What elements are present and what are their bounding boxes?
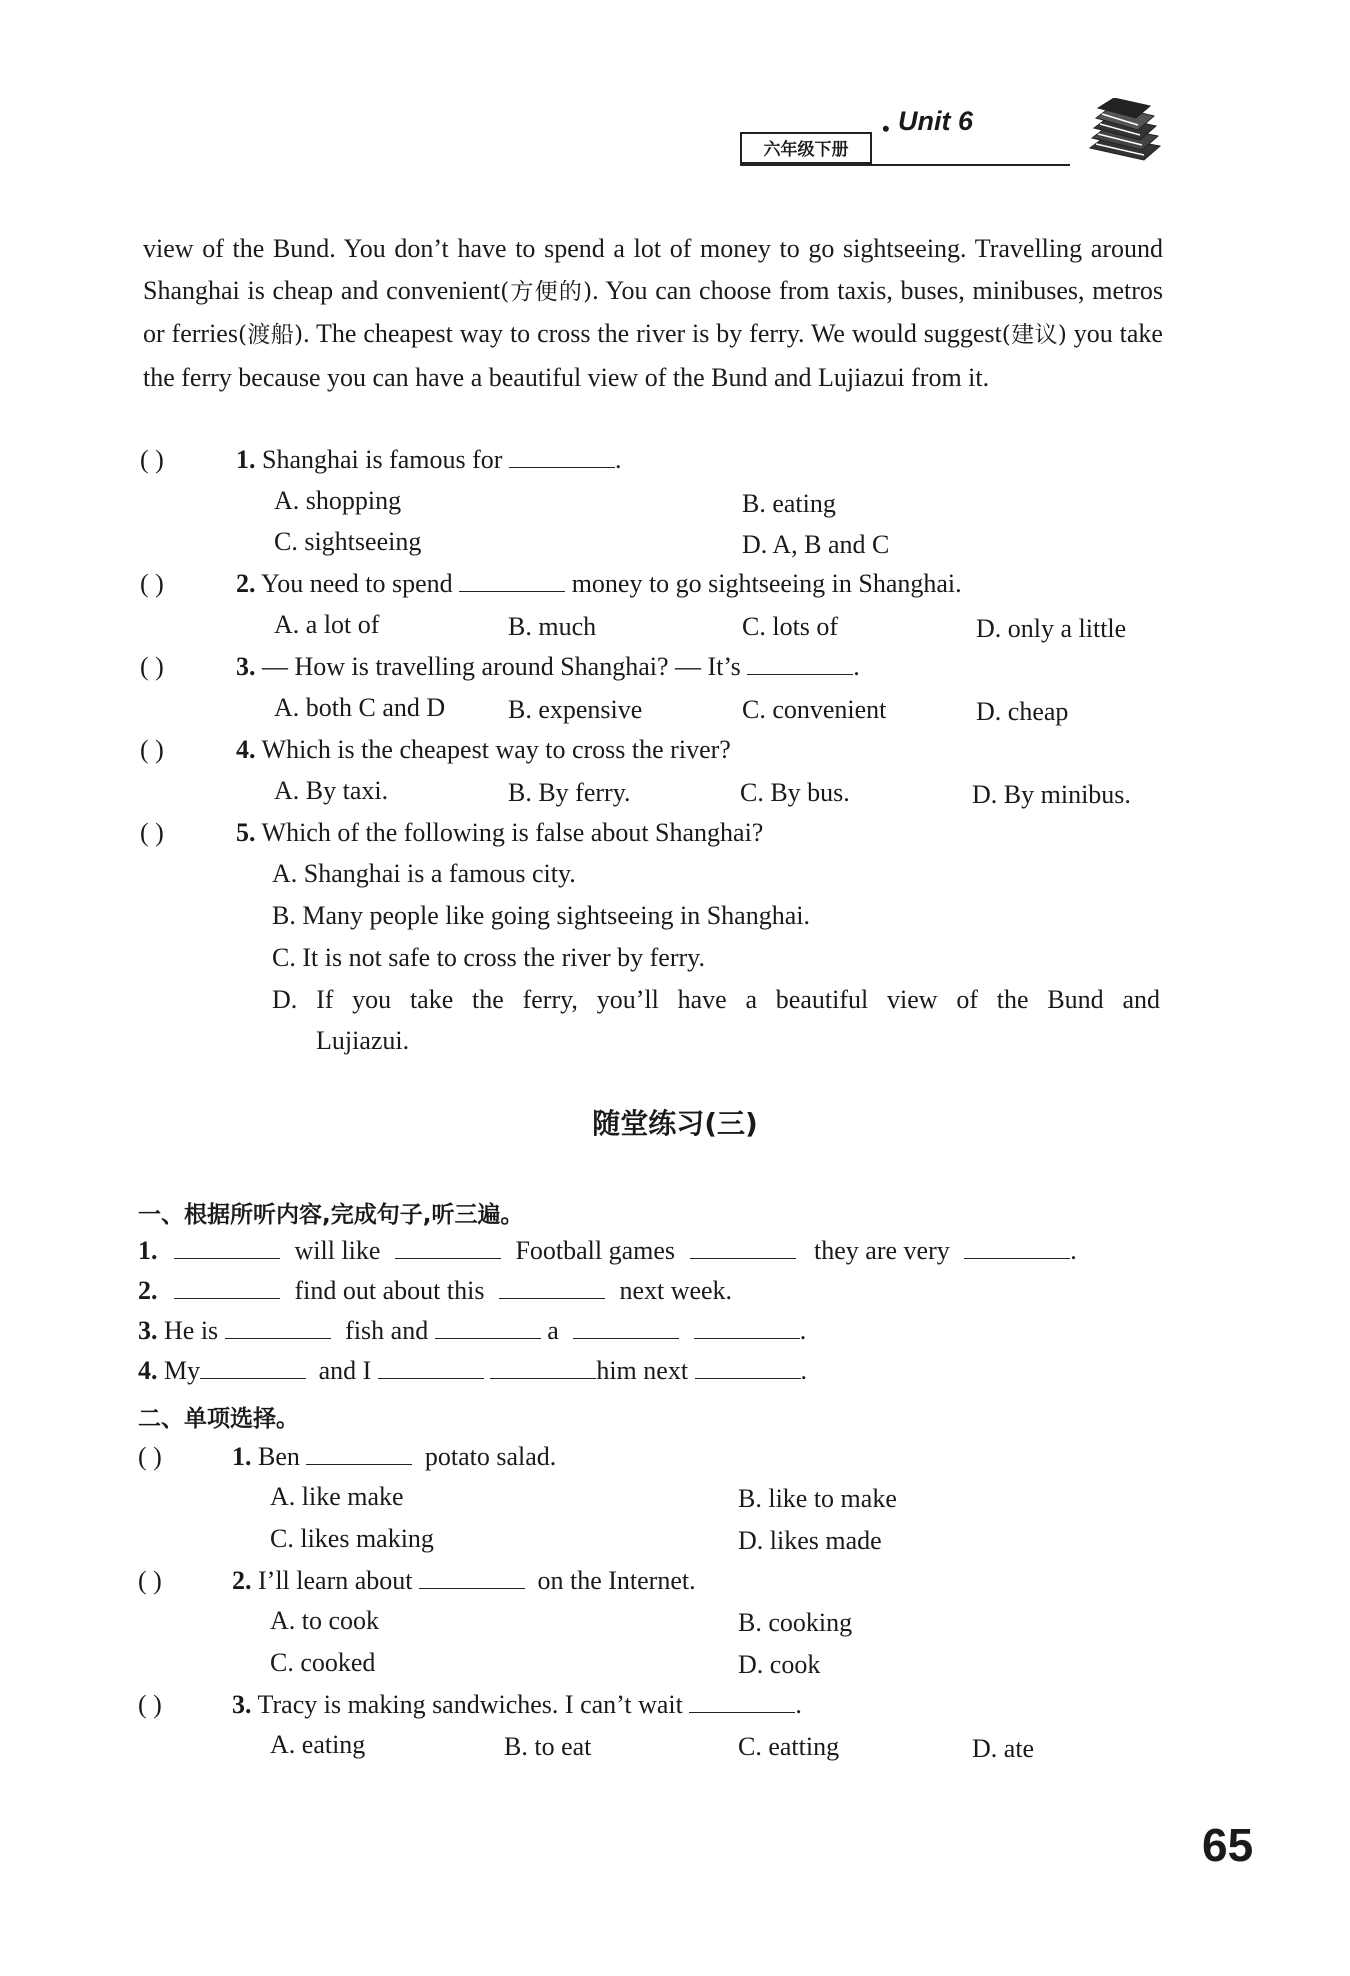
answer-blank[interactable] — [378, 1356, 484, 1379]
answer-paren[interactable]: ( ) — [138, 1690, 162, 1719]
answer-paren[interactable]: ( ) — [138, 1442, 162, 1471]
section-title: 随堂练习(三) — [592, 1107, 758, 1140]
option-b[interactable]: B. eating — [742, 489, 836, 518]
unit-label: Unit 6 — [898, 106, 974, 136]
option-c[interactable]: C. likes making — [270, 1524, 434, 1553]
option-c[interactable]: C. cooked — [270, 1648, 376, 1677]
sentence-4: 4. My and I him next . — [138, 1356, 808, 1385]
question-2: 2. You need to spend money to go sightseeing in Shanghai. — [236, 569, 962, 598]
answer-paren[interactable]: ( ) — [140, 569, 164, 598]
passage-gloss-1: (方便的) — [500, 278, 593, 305]
option-c[interactable]: C. lots of — [742, 612, 839, 641]
answer-blank[interactable] — [964, 1236, 1070, 1259]
option-d-continued: Lujiazui. — [316, 1026, 410, 1055]
answer-blank[interactable] — [573, 1316, 679, 1339]
option-a[interactable]: A. By taxi. — [274, 776, 389, 805]
answer-blank[interactable] — [419, 1566, 525, 1589]
question-3: 3. — How is travelling around Shanghai? — It’s . — [236, 652, 860, 681]
choice-question-3: 3. Tracy is making sandwiches. I can’t wait . — [232, 1690, 802, 1719]
answer-blank[interactable] — [174, 1236, 280, 1259]
answer-blank[interactable] — [509, 445, 615, 468]
passage-gloss-3: (建议) — [1001, 322, 1067, 348]
option-a[interactable]: A. Shanghai is a famous city. — [272, 859, 576, 888]
sentence-1: 1. will like Football games they are very . — [138, 1236, 1077, 1265]
answer-paren[interactable]: ( ) — [140, 445, 164, 474]
option-b[interactable]: B. much — [508, 612, 597, 641]
answer-paren[interactable]: ( ) — [140, 652, 164, 681]
option-c[interactable]: C. It is not safe to cross the river by ferry. — [272, 943, 705, 972]
header-rule — [740, 164, 1070, 166]
option-a[interactable]: A. eating — [270, 1730, 366, 1759]
passage-gloss-2: (渡船) — [237, 322, 304, 348]
passage-text-1: view of the Bund. You don’t have to spend a lot of money to go sightseeing. Travelling around Shanghai is cheap and convenient — [143, 234, 1163, 305]
question-4: 4. Which is the cheapest way to cross the river? — [236, 735, 731, 764]
option-d[interactable]: D. ate — [972, 1734, 1035, 1763]
option-a[interactable]: A. to cook — [270, 1606, 380, 1635]
option-d[interactable]: D. cook — [738, 1650, 821, 1679]
answer-blank[interactable] — [689, 1690, 795, 1713]
sentence-3: 3. He is fish and a . — [138, 1316, 807, 1345]
answer-blank[interactable] — [435, 1316, 541, 1339]
part2-heading: 二、单项选择。 — [138, 1406, 299, 1432]
option-b[interactable]: B. Many people like going sightseeing in Shanghai. — [272, 901, 810, 930]
answer-paren[interactable]: ( ) — [138, 1566, 162, 1595]
question-1: 1. Shanghai is famous for . — [236, 445, 622, 474]
answer-blank[interactable] — [306, 1442, 412, 1465]
option-c[interactable]: C. eatting — [738, 1732, 840, 1761]
answer-blank[interactable] — [225, 1316, 331, 1339]
option-b[interactable]: B. to eat — [504, 1732, 592, 1761]
part1-heading: 一、根据所听内容,完成句子,听三遍。 — [138, 1202, 524, 1228]
answer-blank[interactable] — [695, 1356, 801, 1379]
option-d[interactable]: D. If you take the ferry, you’ll have a beautiful view of the Bund and — [272, 985, 1160, 1014]
answer-blank[interactable] — [690, 1236, 796, 1259]
books-icon — [1084, 98, 1164, 164]
option-a[interactable]: A. both C and D — [274, 693, 446, 722]
answer-blank[interactable] — [459, 569, 565, 592]
option-d[interactable]: D. only a little — [976, 614, 1127, 643]
option-a[interactable]: A. shopping — [274, 486, 402, 515]
grade-label: 六年级下册 — [740, 132, 872, 164]
reading-passage — [143, 228, 1163, 398]
answer-blank[interactable] — [200, 1356, 306, 1379]
answer-blank[interactable] — [174, 1276, 280, 1299]
option-b[interactable]: B. cooking — [738, 1608, 853, 1637]
option-d[interactable]: D. cheap — [976, 697, 1069, 726]
option-d[interactable]: D. By minibus. — [972, 780, 1131, 809]
page-header — [740, 106, 1170, 166]
answer-blank[interactable] — [694, 1316, 800, 1339]
answer-blank[interactable] — [490, 1356, 596, 1379]
header-dot: • — [882, 116, 890, 141]
question-5: 5. Which of the following is false about Shanghai? — [236, 818, 764, 847]
answer-paren[interactable]: ( ) — [140, 735, 164, 764]
answer-paren[interactable]: ( ) — [140, 818, 164, 847]
sentence-2: 2. find out about this next week. — [138, 1276, 733, 1305]
option-b[interactable]: B. By ferry. — [508, 778, 631, 807]
option-c[interactable]: C. sightseeing — [274, 527, 422, 556]
option-a[interactable]: A. like make — [270, 1482, 404, 1511]
choice-question-2: 2. I’ll learn about on the Internet. — [232, 1566, 696, 1595]
answer-blank[interactable] — [747, 652, 853, 675]
option-c[interactable]: C. By bus. — [740, 778, 850, 807]
passage-text-2: . You can choose from taxis, buses, minibuses, metros or ferries — [143, 275, 1163, 348]
option-d[interactable]: D. likes made — [738, 1526, 882, 1555]
option-a[interactable]: A. a lot of — [274, 610, 380, 639]
option-d[interactable]: D. A, B and C — [742, 530, 890, 559]
option-b[interactable]: B. expensive — [508, 695, 643, 724]
passage-text-3: . The cheapest way to cross the river is by ferry. We would suggest — [303, 319, 1002, 348]
passage-text-4: you take the ferry because you can have a beautiful view of the Bund and Lujiazui from it. — [143, 319, 1163, 392]
option-b[interactable]: B. like to make — [738, 1484, 897, 1513]
page-number: 65 — [1202, 1819, 1254, 1871]
answer-blank[interactable] — [499, 1276, 605, 1299]
answer-blank[interactable] — [395, 1236, 501, 1259]
choice-question-1: 1. Ben potato salad. — [232, 1442, 557, 1471]
option-c[interactable]: C. convenient — [742, 695, 887, 724]
